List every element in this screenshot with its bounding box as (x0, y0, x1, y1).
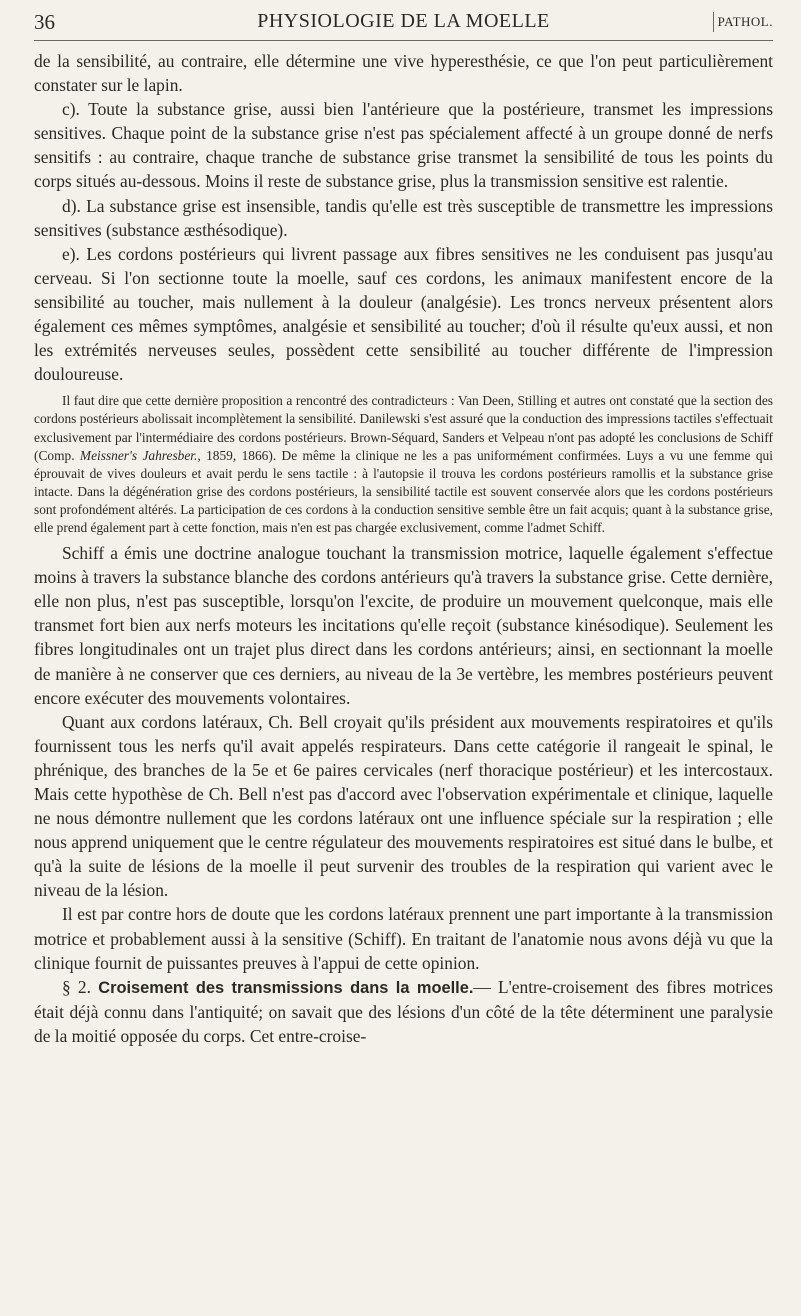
running-head (34, 0, 773, 41)
note-citation: Meissner's Jahresber. (79, 447, 198, 463)
running-title: PHYSIOLOGIE DE LA MOELLE (257, 10, 550, 32)
section-paragraph (34, 975, 773, 1048)
paragraph-e: e). Les cordons postérieurs qui livrent passage aux fibres sensitives ne les conduisent pas jusqu'au cerveau. Si l'on sectionne toute la moelle, sauf ces cordons, les animaux manifestent encore de la sensibilité au toucher, mais nullement à la douleur (analgésie). Les troncs nerveux présentent alors également ces mêmes symptômes, analgésie et sensibilité au toucher; d'où il résulte qu'eux aussi, et non les extrémités nerveuses seules, possèdent cette sensibilité au toucher différente de l'impression douloureuse. (34, 243, 773, 385)
note-paragraph (34, 392, 773, 537)
section-heading: Croisement des transmissions dans la moelle. (98, 978, 474, 997)
section-number: § 2. (62, 976, 91, 997)
section-text: — L'entre-croisement des fibres motrices était déjà connu dans l'antiquité; on savait que des lésions d'un côté de la tête déterminent une paralysie de la moitié opposée du corps. Cet entre-croise- (34, 976, 773, 1046)
note-text-a: Il faut dire que cette dernière proposition a rencontré des contradicteurs : Van Deen, Stilling et autres ont constaté que la section des cordons postérieurs abolissait incomplètement la sensibilité. Danilewski s'est assuré que la conduction des impressions tactiles s'effectuait exclusivement par l'intermédiaire des cordons postérieurs. Brown-Séquard, Sanders et Velpeau n'ont pas adopté les conclusions de Schiff (Comp. (34, 393, 773, 463)
paragraph-c: c). Toute la substance grise, aussi bien l'antérieure que la postérieure, transmet les impressions sensitives. Chaque point de la substance grise n'est pas spécialement affecté à un groupe donné de nerfs sensitifs : au contraire, chaque tranche de substance grise transmet la sensibilité de tous les points du corps situés au-dessous. Moins il reste de substance grise, plus la transmission sensitive est ralentie. (34, 99, 773, 192)
paragraph-d: d). La substance grise est insensible, tandis qu'elle est très susceptible de transmettre les impressions sensitives (substance æsthésodique). (34, 195, 773, 240)
paragraph-continuation: de la sensibilité, au contraire, elle détermine une vive hyperesthésie, ce que l'on peut particulièrement constater sur le lapin. (34, 51, 773, 96)
note-text-b: , 1859, 1866). De même la clinique ne les a pas uniformément confirmées. Luys a vu une femme qui éprouvait de vives douleurs et avait perdu le sens tactile : à l'autopsie il trouva les cordons postérieurs ramollis et la substance grise intacte. Dans la dégénération grise des cordons postérieurs, la sensibilité tactile est souvent conservée alors que les cordons postérieurs sont profondément altérés. La participation de ces cordons à la conduction sensitive semble être un fait acquis; quant à la substance grise, elle prend également part à cette fonction, mais n'en est pas chargée exclusivement, comme l'admet Schiff. (34, 447, 773, 535)
section-marker: PATHOL. (713, 12, 773, 32)
paragraph-lateral-cords: Quant aux cordons latéraux, Ch. Bell croyait qu'ils président aux mouvements respiratoires et qu'ils fournissent tous les nerfs qu'il avait appelés respirateurs. Dans cette catégorie il rangeait le spinal, le phrénique, des branches de la 5e et 6e paires cervicales (nerf thoracique postérieur) et les intercostaux. Mais cette hypothèse de Ch. Bell n'est pas d'accord avec l'observation expérimentale et clinique, laquelle ne nous démontre nullement que les cordons latéraux ont une influence spéciale sur la respiration ; elle nous apprend uniquement que le centre régulateur des mouvements respiratoires est situé dans le bulbe, et qu'à la suite de lésions de la moelle il peut survenir des troubles de la respiration qui varient avec le niveau de la lésion. (34, 711, 773, 901)
page-number: 36 (34, 10, 55, 34)
paragraph-motor-transmission: Il est par contre hors de doute que les cordons latéraux prennent une part importante à la transmission motrice et probablement aussi à la sensitive (Schiff). En traitant de l'anatomie nous avons déjà vu que la clinique fournit de puissantes preuves à l'appui de cette opinion. (34, 904, 773, 973)
paragraph-schiff: Schiff a émis une doctrine analogue touchant la transmission motrice, laquelle également s'effectue moins à travers la substance blanche des cordons antérieurs qu'à travers la substance grise. Cette dernière, elle non plus, n'est pas susceptible, lorsqu'on l'excite, de produire un mouvement quelconque, mais elle transmet fort bien aux nerfs moteurs les incitations qu'elle reçoit (substance kinésodique). Seulement les fibres longitudinales ont un trajet plus direct dans les cordons antérieurs; ainsi, en sectionnant la moelle de manière à ne conserver que ces derniers, au niveau de la 3e vertèbre, les membres postérieurs peuvent encore exécuter des mouvements volontaires. (34, 543, 773, 708)
